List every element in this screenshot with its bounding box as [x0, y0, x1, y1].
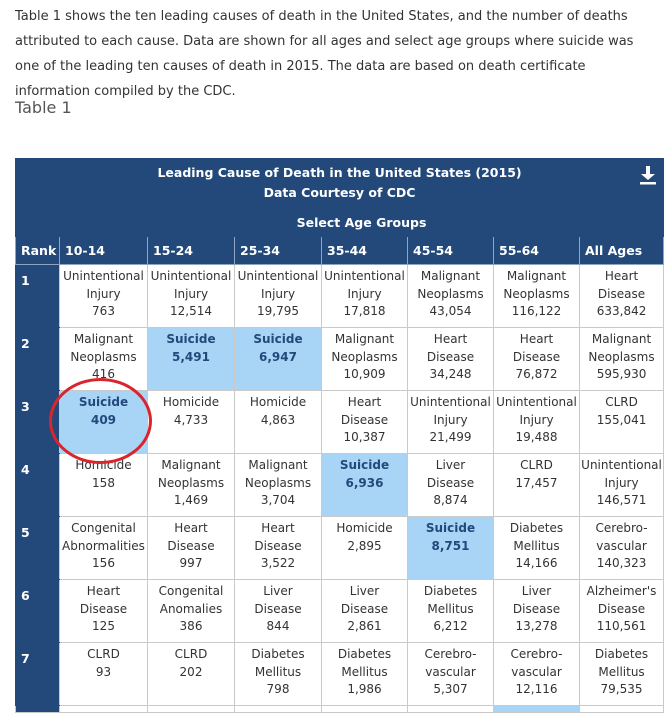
death-count: 76,872	[515, 367, 558, 381]
column-header-age-group: 45-54	[408, 237, 494, 265]
cause-cell	[60, 643, 148, 706]
cause-name: Neoplasms	[417, 286, 484, 301]
cause-name: Mellitus	[254, 664, 302, 679]
death-count: 4,733	[173, 412, 209, 427]
death-count: 116,122	[511, 304, 562, 318]
cause-name: vascular	[511, 664, 562, 679]
cause-name: Malignant	[334, 332, 395, 346]
cause-name: Mellitus	[427, 601, 474, 616]
rank-cell: 7	[16, 643, 60, 706]
cause-name: Homicide	[249, 395, 307, 409]
column-header-age-group: 35-44	[322, 237, 408, 265]
death-count: 79,535	[600, 682, 643, 696]
table-row	[16, 265, 664, 328]
death-count: 93	[95, 664, 112, 679]
cause-cell	[60, 454, 148, 517]
cause-name: Anomalies	[159, 601, 223, 616]
table-heading: Table 1	[15, 98, 72, 117]
cause-name: Injury	[86, 286, 121, 301]
cause-name: CLRD	[87, 647, 120, 661]
column-header-age-group: 55-64	[494, 237, 580, 265]
death-count: 17,457	[515, 475, 558, 490]
death-count: 156	[92, 556, 115, 570]
death-count: 12,116	[515, 682, 558, 696]
death-count: 997	[179, 556, 203, 570]
cause-cell	[322, 643, 408, 706]
rank-cell: 3	[16, 391, 60, 454]
cause-cell	[494, 517, 580, 580]
death-count: 158	[92, 475, 115, 490]
cause-name: Unintentional	[324, 269, 405, 283]
cause-name: Injury	[260, 286, 296, 301]
column-header-age-group: 25-34	[235, 237, 322, 265]
cause-name: Injury	[519, 412, 554, 427]
death-count: 6,212	[433, 619, 468, 633]
cause-name: Disease	[340, 601, 389, 616]
cause-name: Disease	[426, 349, 475, 364]
death-count: 43,054	[429, 304, 472, 318]
rank-cell: 5	[16, 517, 60, 580]
death-count: 1,986	[347, 682, 382, 696]
cause-name: Mellitus	[341, 664, 388, 679]
cause-name: Malignant	[420, 269, 481, 283]
cause-name: Injury	[173, 286, 209, 301]
death-count: 798	[266, 682, 290, 696]
cause-name: Congenital	[71, 521, 136, 535]
cause-cell	[494, 265, 580, 328]
cause-cell	[148, 391, 235, 454]
table-title-line-2: Data Courtesy of CDC	[263, 185, 416, 200]
death-count: 595,930	[596, 367, 647, 381]
cause-name: Malignant	[73, 332, 134, 346]
cause-name: Congenital	[158, 584, 224, 598]
highlighted-cause-cell	[235, 328, 322, 391]
death-count: 2,861	[347, 619, 382, 633]
cause-cell	[494, 580, 580, 643]
cause-name: Disease	[597, 601, 646, 616]
column-header-age-group: All Ages	[580, 237, 664, 265]
death-count: 8,874	[433, 493, 468, 507]
cause-name: vascular	[596, 538, 647, 553]
death-count: 409	[90, 412, 117, 427]
cause-name: Diabetes	[337, 647, 392, 661]
cause-name: Homicide	[75, 458, 132, 472]
cause-name: Liver	[349, 584, 380, 598]
cause-name: Injury	[604, 475, 639, 490]
cause-name: Unintentional	[237, 269, 319, 283]
partial-cell	[60, 706, 148, 713]
partial-cell	[494, 706, 580, 713]
cause-name: Unintentional	[496, 395, 577, 409]
death-count: 8,751	[431, 538, 470, 553]
cause-cell	[580, 643, 664, 706]
table-container	[15, 158, 663, 713]
cause-cell	[580, 328, 664, 391]
cause-cell	[148, 265, 235, 328]
death-count: 6,936	[345, 475, 384, 490]
death-count: 19,488	[515, 430, 558, 444]
cause-name: Malignant	[506, 269, 567, 283]
cause-name: Homicide	[336, 521, 393, 535]
death-count: 1,469	[173, 493, 209, 507]
death-count: 2,895	[347, 538, 382, 553]
cause-name: Cerebro-	[510, 647, 563, 661]
death-count: 12,514	[170, 304, 212, 318]
cause-cell	[235, 454, 322, 517]
cause-cell	[408, 328, 494, 391]
age-group-label: Select Age Groups	[60, 208, 664, 237]
table-row	[16, 391, 664, 454]
cause-name: Liver	[521, 584, 552, 598]
cause-name: CLRD	[174, 647, 208, 661]
cause-name: Neoplasms	[588, 349, 655, 364]
death-count: 34,248	[429, 367, 472, 381]
cause-name: Heart	[86, 584, 121, 598]
table-row-partial	[16, 706, 664, 713]
column-header-age-group: 10-14	[60, 237, 148, 265]
cause-name: Heart	[433, 332, 468, 346]
highlighted-cause-cell	[148, 328, 235, 391]
table-row	[16, 517, 664, 580]
death-count: 633,842	[596, 304, 647, 318]
table-row	[16, 643, 664, 706]
death-count: 386	[179, 619, 203, 633]
cause-cell	[60, 580, 148, 643]
cause-cell	[235, 517, 322, 580]
cause-name: Unintentional	[410, 395, 491, 409]
partial-cell	[235, 706, 322, 713]
cause-cell	[580, 265, 664, 328]
cause-cell	[148, 517, 235, 580]
cause-cell	[60, 328, 148, 391]
cause-cell	[580, 454, 664, 517]
cause-cell	[494, 328, 580, 391]
cause-name: Heart	[604, 269, 639, 283]
cause-name: Liver	[263, 584, 293, 598]
cause-cell	[60, 517, 148, 580]
rank-cell: 2	[16, 328, 60, 391]
cause-name: Suicide	[253, 332, 303, 346]
cause-name: Disease	[254, 538, 302, 553]
partial-cell	[148, 706, 235, 713]
death-count: 4,863	[260, 412, 296, 427]
cause-name: CLRD	[605, 395, 638, 409]
death-count: 110,561	[596, 619, 647, 633]
cause-name: Cerebro-	[424, 647, 477, 661]
cause-name: Mellitus	[598, 664, 645, 679]
death-count: 14,166	[515, 556, 558, 570]
cause-name: Neoplasms	[503, 286, 570, 301]
cause-name: Suicide	[425, 521, 476, 535]
cause-name: Injury	[433, 412, 468, 427]
death-count: 10,387	[343, 430, 386, 444]
cause-name: Heart	[261, 521, 295, 535]
rank-cell: 4	[16, 454, 60, 517]
cause-name: Neoplasms	[331, 349, 398, 364]
cause-cell	[235, 391, 322, 454]
cause-name: Disease	[167, 538, 215, 553]
cause-cell	[494, 454, 580, 517]
cause-cell	[408, 643, 494, 706]
cause-cell	[408, 454, 494, 517]
death-count: 19,795	[257, 304, 299, 318]
column-header-row	[16, 237, 664, 265]
cause-name: Abnormalities	[62, 538, 145, 553]
highlighted-cause-cell	[408, 517, 494, 580]
cause-cell	[408, 580, 494, 643]
cause-name: Malignant	[248, 458, 308, 472]
table-row	[16, 328, 664, 391]
cause-name: Diabetes	[251, 647, 305, 661]
cause-name: Injury	[347, 286, 382, 301]
cause-name: Neoplasms	[244, 475, 312, 490]
corner-cell	[16, 208, 60, 237]
cause-name: Heart	[347, 395, 382, 409]
cause-name: Diabetes	[423, 584, 478, 598]
table-row	[16, 580, 664, 643]
column-header-age-group: 15-24	[148, 237, 235, 265]
cause-cell	[580, 391, 664, 454]
death-count: 10,909	[343, 367, 386, 381]
death-count: 763	[92, 304, 115, 318]
death-count: 155,041	[596, 412, 647, 427]
cause-cell	[322, 580, 408, 643]
cause-name: Disease	[340, 412, 389, 427]
cause-name: Heart	[519, 332, 554, 346]
partial-cell	[16, 706, 60, 713]
cause-name: Suicide	[339, 458, 390, 472]
cause-cell	[408, 391, 494, 454]
cause-cell	[322, 517, 408, 580]
death-count: 125	[92, 619, 115, 633]
cause-cell	[235, 580, 322, 643]
cause-name: Unintentional	[63, 269, 144, 283]
death-count: 5,491	[172, 349, 210, 364]
intro-paragraph: Table 1 shows the ten leading causes of death in the United States, and the number of deaths attributed to each cause. Data are shown for all ages and select age groups where suicide was one of the leading ten causes of death in 2015. The data are based on death certificate information compiled by the CDC.	[15, 9, 634, 99]
death-count: 140,323	[596, 556, 647, 570]
cause-cell	[235, 265, 322, 328]
death-count: 6,947	[259, 349, 297, 364]
cause-name: vascular	[425, 664, 476, 679]
cause-name: CLRD	[520, 458, 553, 472]
death-count: 13,278	[515, 619, 558, 633]
table-title	[16, 159, 664, 208]
cause-cell	[408, 265, 494, 328]
cause-name: Disease	[597, 286, 646, 301]
death-count: 202	[179, 664, 203, 679]
highlighted-cause-cell	[322, 454, 408, 517]
cause-name: Disease	[79, 601, 128, 616]
cause-cell	[148, 580, 235, 643]
cause-cell	[494, 391, 580, 454]
download-icon[interactable]	[639, 165, 657, 185]
cause-cell	[322, 265, 408, 328]
table-body	[16, 265, 664, 713]
rank-cell: 1	[16, 265, 60, 328]
partial-cell	[408, 706, 494, 713]
death-count: 21,499	[429, 430, 472, 444]
cause-name: Diabetes	[594, 647, 649, 661]
cause-name: Heart	[174, 521, 208, 535]
death-count: 844	[266, 619, 290, 633]
cause-cell	[322, 391, 408, 454]
death-count: 5,307	[433, 682, 468, 696]
cause-name: Cerebro-	[595, 521, 648, 535]
cause-name: Disease	[512, 349, 561, 364]
cause-name: Disease	[254, 601, 302, 616]
partial-cell	[322, 706, 408, 713]
cause-cell	[60, 265, 148, 328]
cause-name: Suicide	[166, 332, 216, 346]
death-count: 3,704	[260, 493, 296, 507]
cause-name: Neoplasms	[157, 475, 225, 490]
cause-cell	[494, 643, 580, 706]
death-count: 416	[92, 367, 115, 381]
cause-name: Alzheimer's	[586, 584, 657, 598]
cause-name: Malignant	[161, 458, 221, 472]
cause-cell	[322, 328, 408, 391]
cause-cell	[580, 580, 664, 643]
cause-name: Unintentional	[150, 269, 232, 283]
highlighted-cause-cell	[60, 391, 148, 454]
cause-cell	[235, 643, 322, 706]
death-count: 17,818	[343, 304, 386, 318]
cause-name: Neoplasms	[70, 349, 137, 364]
cause-name: Malignant	[591, 332, 652, 346]
cause-cell	[148, 643, 235, 706]
cause-name: Liver	[435, 458, 466, 472]
causes-of-death-table	[15, 158, 664, 713]
cause-name: Homicide	[162, 395, 220, 409]
column-header-rank: Rank	[16, 237, 60, 265]
death-count: 146,571	[596, 493, 647, 507]
cause-name: Disease	[426, 475, 475, 490]
table-row	[16, 454, 664, 517]
rank-cell: 6	[16, 580, 60, 643]
death-count: 3,522	[260, 556, 296, 570]
table-title-line-1: Leading Cause of Death in the United States (2015)	[157, 165, 522, 180]
cause-name: Disease	[512, 601, 561, 616]
partial-cell	[580, 706, 664, 713]
cause-name: Suicide	[78, 395, 129, 409]
cause-name: Unintentional	[581, 458, 662, 472]
cause-name: Diabetes	[509, 521, 564, 535]
cause-name: Mellitus	[513, 538, 560, 553]
cause-cell	[580, 517, 664, 580]
cause-cell	[148, 454, 235, 517]
